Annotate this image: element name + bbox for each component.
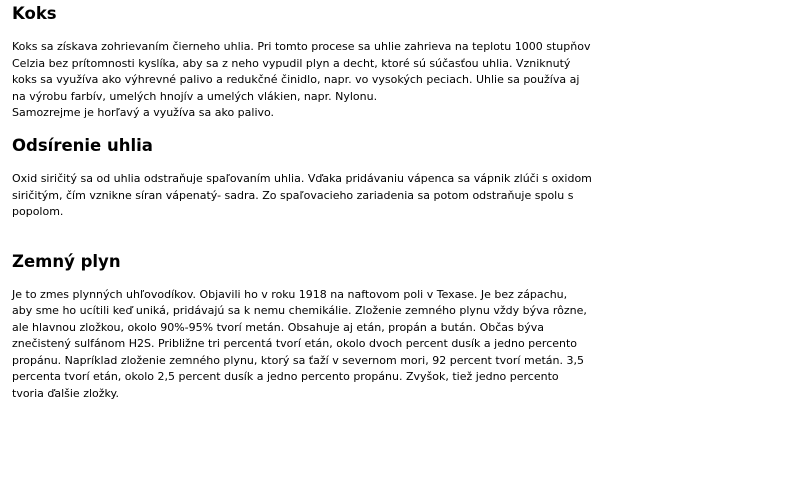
text-line: Koks sa získava zohrievaním čierneho uhlia. Pri tomto procese sa uhlie zahrieva na teplotu 1000 stupňov bbox=[12, 40, 591, 53]
spacer bbox=[12, 23, 612, 40]
paragraph-zemny-plyn bbox=[12, 287, 612, 403]
section-title-odsirenie-uhlia: Odsírenie uhlia bbox=[12, 136, 153, 155]
spacer bbox=[12, 221, 612, 254]
text-line: Samozrejme je horľavý a využíva sa ako palivo. bbox=[12, 106, 275, 119]
section-title-zemny-plyn: Zemný plyn bbox=[12, 251, 121, 271]
text-line: percenta tvorí etán, okolo 2,5 percent dusík a jedno percento propánu. Zvyšok, tiež jedno percento bbox=[12, 370, 559, 383]
text-line: ale hlavnou zložkou, okolo 90%-95% tvorí metán. Obsahuje aj etán, propán a bután. Občas býva bbox=[12, 320, 544, 334]
text-line: znečistený sulfánom H2S. Približne tri percentá tvorí etán, okolo dvoch percent dusík a jedno percento bbox=[12, 337, 578, 350]
text-line: na výrobu farbív, umelých hnojív a umelých vlákien, napr. Nylonu. bbox=[12, 89, 378, 103]
text-line: tvoria ďalšie zložky. bbox=[12, 386, 119, 400]
spacer bbox=[12, 155, 612, 172]
text-line: popolom. bbox=[12, 205, 64, 218]
text-line: koks sa využíva ako výhrevné palivo a redukčné činidlo, napr. vo vysokých peciach. Uhlie sa používa aj bbox=[12, 73, 580, 86]
document-content bbox=[12, 6, 612, 402]
text-line: siričitým, čím vznikne síran vápenatý- sadra. Zo spaľovacieho zariadenia sa potom odstraňuje spolu s bbox=[12, 188, 574, 202]
text-line: propánu. Napríklad zloženie zemného plynu, ktorý sa ťaží v severnom mori, 92 percent tvorí metán. 3,5 bbox=[12, 353, 584, 367]
spacer bbox=[12, 270, 612, 287]
text-line: aby sme ho ucítili keď uniká, pridávajú sa k nemu chemikálie. Zloženie zemného plynu vždy býva rôzne, bbox=[12, 304, 587, 317]
text-line: Je to zmes plynných uhľovodíkov. Objavili ho v roku 1918 na naftovom poli v Texase. Je bez zápachu, bbox=[12, 287, 568, 301]
paragraph-koks bbox=[12, 39, 612, 122]
paragraph-odsirenie-uhlia bbox=[12, 171, 612, 221]
text-line: Oxid siričitý sa od uhlia odstraňuje spaľovaním uhlia. Vďaka pridávaniu vápenca sa vápnik zlúči s oxidom bbox=[12, 172, 592, 185]
section-title-koks: Koks bbox=[12, 4, 57, 23]
text-line: Celzia bez prítomnosti kyslíka, aby sa z neho vypudil plyn a decht, ktoré sú súčasťou uhlia. Vzniknutý bbox=[12, 56, 571, 70]
